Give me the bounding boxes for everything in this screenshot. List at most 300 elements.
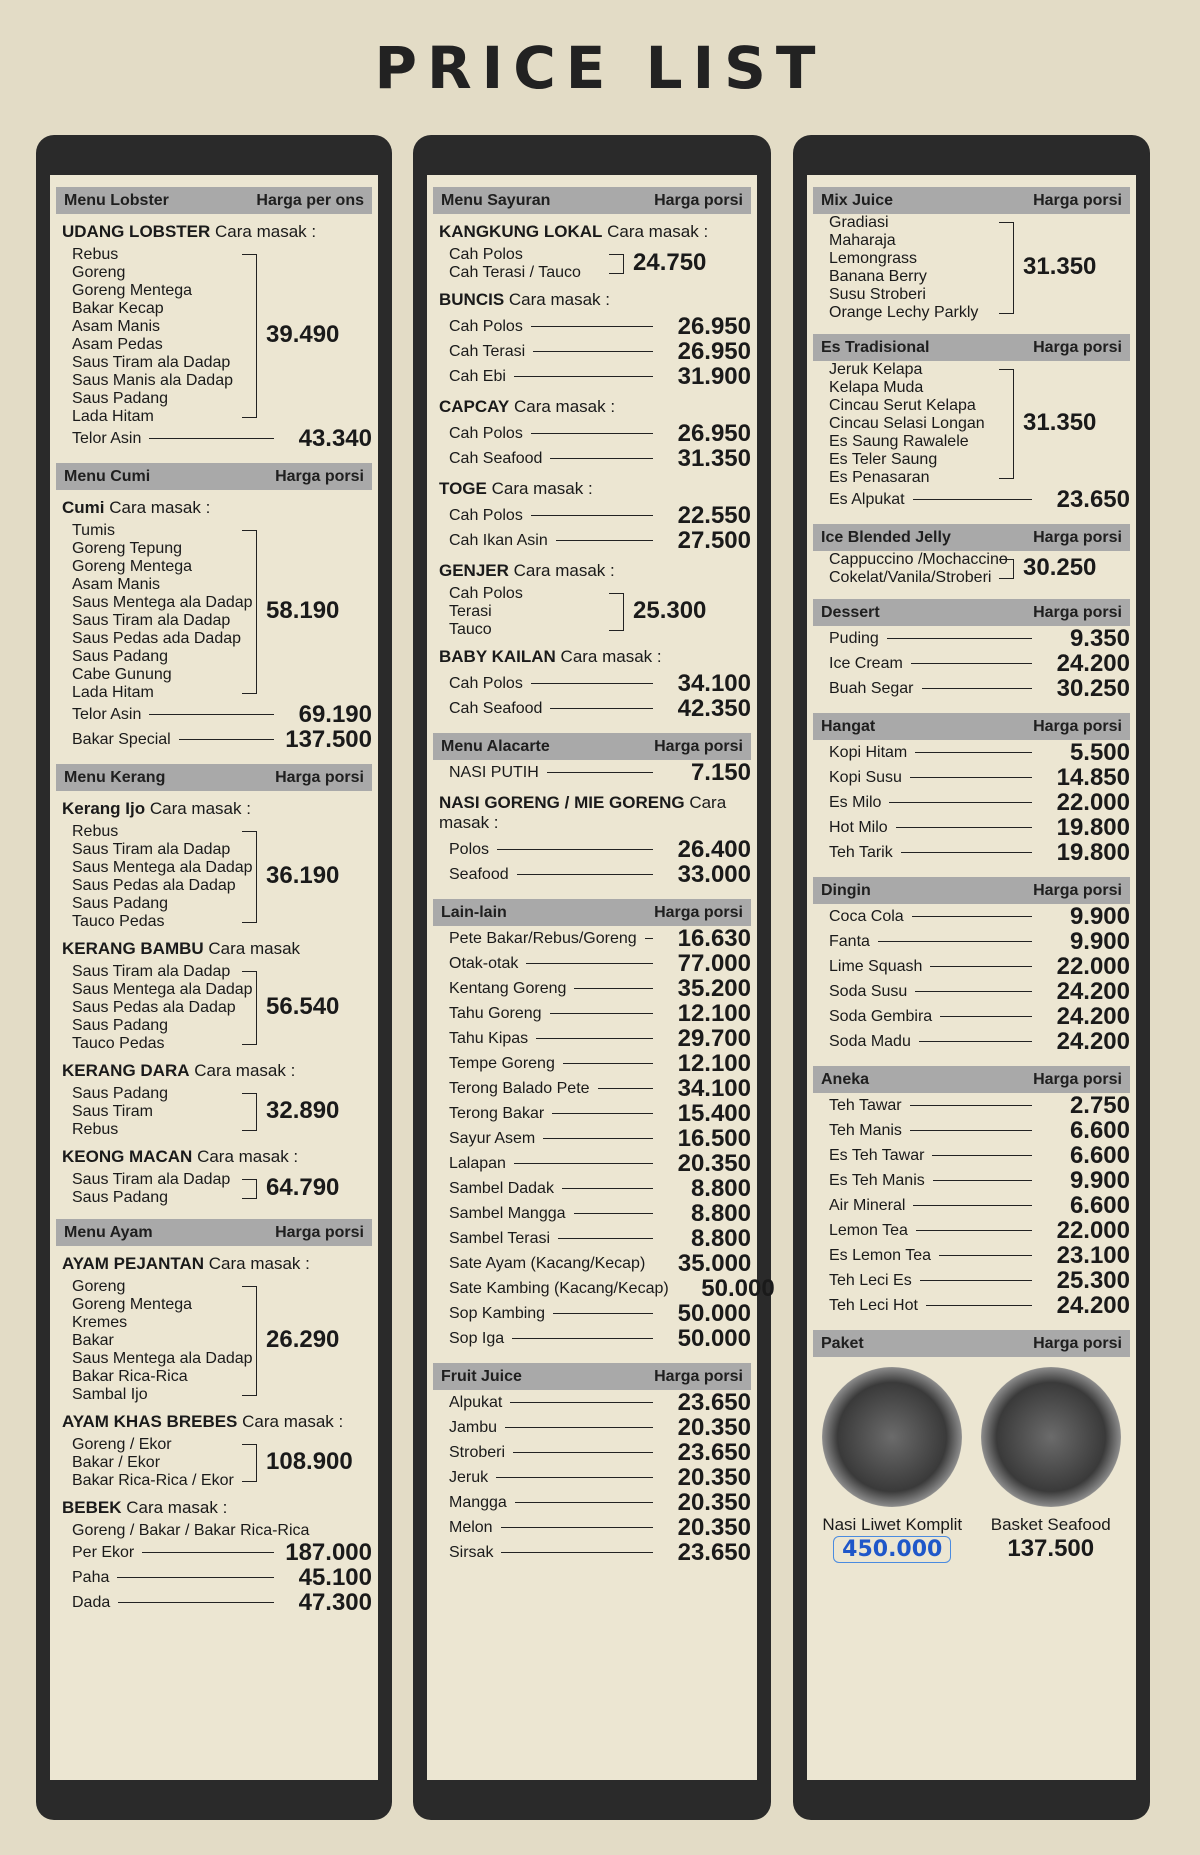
dish-name: BABY KAILAN xyxy=(439,647,556,666)
price-group xyxy=(72,246,372,426)
item-price: 24.200 xyxy=(1056,1027,1130,1055)
leader-line xyxy=(496,1477,653,1478)
leader-line xyxy=(878,941,1032,942)
menu-item: Asam Pedas xyxy=(72,336,163,353)
item-price: 20.350 xyxy=(677,1488,751,1516)
item-price: 20.350 xyxy=(677,1463,751,1491)
item-price: 6.600 xyxy=(1069,1191,1130,1219)
leader-line xyxy=(531,683,653,684)
cooking-note: Cara masak : xyxy=(508,561,615,580)
page-title: PRICE LIST xyxy=(374,34,826,102)
menu-item: Es Teler Saung xyxy=(829,451,938,468)
menu-item: Saus Mentega ala Dadap xyxy=(72,981,253,998)
price-row xyxy=(449,671,751,696)
price-row xyxy=(449,1540,751,1565)
section-price-label: Harga porsi xyxy=(1033,1334,1122,1352)
item-price: 24.200 xyxy=(1056,1291,1130,1319)
section-title: Aneka xyxy=(821,1070,870,1088)
section-title: Mix Juice xyxy=(821,191,894,209)
item-price: 30.250 xyxy=(1056,674,1130,702)
item-price: 12.100 xyxy=(677,1049,751,1077)
menu-section xyxy=(813,877,1130,1054)
item-name: Seafood xyxy=(449,865,509,883)
item-price: 50.000 xyxy=(701,1274,775,1302)
item-price: 19.800 xyxy=(1056,813,1130,841)
price-row xyxy=(449,1415,751,1440)
leader-line xyxy=(563,1063,653,1064)
cooking-note: Cara masak : xyxy=(237,1412,344,1431)
item-price: 23.650 xyxy=(677,1388,751,1416)
cooking-method-title xyxy=(62,222,372,242)
item-name: Lime Squash xyxy=(829,957,923,975)
leader-line xyxy=(117,1577,274,1578)
group-bracket xyxy=(242,831,257,923)
item-price: 47.300 xyxy=(298,1588,372,1616)
item-price: 137.500 xyxy=(285,725,372,753)
leader-line xyxy=(910,1105,1032,1106)
cooking-method-title xyxy=(439,222,751,242)
item-price: 25.300 xyxy=(1056,1266,1130,1294)
price-row xyxy=(449,1326,751,1351)
menu-item: Cokelat/Vanila/Stroberi xyxy=(829,569,992,586)
menu-item: Cah Terasi / Tauco xyxy=(449,264,581,281)
item-price: 33.000 xyxy=(677,860,751,888)
menu-item: Tauco Pedas xyxy=(72,913,165,930)
leader-line xyxy=(913,1205,1032,1206)
section-header xyxy=(433,733,751,760)
cooking-method-title xyxy=(439,793,751,833)
leader-line xyxy=(645,938,653,939)
cooking-note: Cara masak : xyxy=(145,799,251,818)
price-row xyxy=(829,1193,1130,1218)
column-3 xyxy=(793,135,1150,1820)
group-price: 24.750 xyxy=(633,249,707,276)
menu-item: Susu Stroberi xyxy=(829,286,926,303)
section-title: Menu Kerang xyxy=(64,768,166,786)
item-price: 22.000 xyxy=(1056,952,1130,980)
item-name: Tahu Goreng xyxy=(449,1004,542,1022)
section-header xyxy=(813,524,1130,551)
menu-item: Es Penasaran xyxy=(829,469,930,486)
price-group xyxy=(449,246,751,282)
cooking-note: Cara masak : xyxy=(504,290,610,309)
group-bracket xyxy=(242,1444,257,1482)
leader-line xyxy=(543,1138,653,1139)
leader-line xyxy=(598,1088,653,1089)
price-row xyxy=(449,421,751,446)
item-price: 35.000 xyxy=(677,1249,752,1277)
cooking-note: Cara masak : xyxy=(555,647,662,666)
cooking-method-title xyxy=(439,561,751,581)
menu-item: Saus Tiram ala Dadap xyxy=(72,841,231,858)
section-price-label: Harga porsi xyxy=(1033,1070,1122,1088)
item-price: 23.650 xyxy=(1056,485,1130,513)
cooking-note: Cara masak : xyxy=(192,1147,299,1166)
price-row xyxy=(449,1515,751,1540)
item-price: 45.100 xyxy=(298,1563,372,1591)
item-price: 7.150 xyxy=(690,758,751,786)
group-bracket xyxy=(999,369,1014,479)
menu-item: Lemongrass xyxy=(829,250,918,267)
group-bracket xyxy=(242,1179,257,1199)
menu-item: Lada Hitam xyxy=(72,684,154,701)
item-name: Pete Bakar/Rebus/Goreng xyxy=(449,929,637,947)
item-price: 69.190 xyxy=(298,700,372,728)
item-name: Soda Gembira xyxy=(829,1007,933,1025)
menu-item: Kremes xyxy=(72,1314,128,1331)
leader-line xyxy=(497,849,653,850)
section-header xyxy=(433,187,751,214)
price-group xyxy=(72,1278,372,1404)
price-row xyxy=(449,1490,751,1515)
menu-item: Saus Pedas ala Dadap xyxy=(72,999,236,1016)
paket-price xyxy=(817,1535,967,1563)
price-row xyxy=(449,1051,751,1076)
menu-item: Cah Polos xyxy=(449,246,523,263)
item-price: 9.900 xyxy=(1069,1166,1130,1194)
section-title: Menu Lobster xyxy=(64,191,169,209)
item-name: Dada xyxy=(72,1593,111,1611)
menu-item: Saus Mentega ala Dadap xyxy=(72,594,253,611)
item-name: Per Ekor xyxy=(72,1543,135,1561)
item-name: Jambu xyxy=(449,1418,498,1436)
menu-section xyxy=(433,1363,751,1565)
food-photo xyxy=(822,1367,962,1507)
menu-item: Saus Tiram ala Dadap xyxy=(72,354,231,371)
item-price: 23.650 xyxy=(677,1438,751,1466)
menu-item: Tauco xyxy=(449,621,492,638)
menu-item: Rebus xyxy=(72,1121,119,1138)
item-price: 29.700 xyxy=(677,1024,751,1052)
leader-line xyxy=(517,874,653,875)
group-price: 56.540 xyxy=(266,993,340,1020)
item-price: 2.750 xyxy=(1069,1091,1130,1119)
leader-line xyxy=(901,852,1032,853)
price-row xyxy=(449,1076,751,1101)
menu-section xyxy=(813,1066,1130,1318)
leader-line xyxy=(501,1527,653,1528)
menu-item: Sambal Ijo xyxy=(72,1386,148,1403)
section-title: Paket xyxy=(821,1334,864,1352)
item-price: 26.950 xyxy=(677,419,751,447)
dish-name: BEBEK xyxy=(62,1498,122,1517)
leader-line xyxy=(118,1602,274,1603)
item-name: Lalapan xyxy=(449,1154,506,1172)
item-name: Sirsak xyxy=(449,1543,494,1561)
section-header xyxy=(56,187,372,214)
item-price: 22.000 xyxy=(1056,1216,1130,1244)
menu-item: Asam Manis xyxy=(72,576,161,593)
dish-name: KEONG MACAN xyxy=(62,1147,193,1166)
cooking-note: Cara masak : xyxy=(189,1061,296,1080)
item-price: 22.000 xyxy=(1056,788,1130,816)
item-name: Soda Susu xyxy=(829,982,908,1000)
item-price: 5.500 xyxy=(1069,738,1130,766)
menu-item: Saus Pedas ada Dadap xyxy=(72,630,242,647)
item-name: Puding xyxy=(829,629,879,647)
item-name: Sate Ayam (Kacang/Kecap) xyxy=(449,1254,646,1272)
menu-section xyxy=(813,187,1130,322)
item-name: Bakar Special xyxy=(72,730,171,748)
group-price: 58.190 xyxy=(266,597,340,624)
dish-name: TOGE xyxy=(439,479,487,498)
group-price: 26.290 xyxy=(266,1326,340,1353)
menu-item: Cah Polos xyxy=(449,585,523,602)
item-price: 9.900 xyxy=(1069,902,1130,930)
menu-section xyxy=(813,524,1130,587)
item-price: 19.800 xyxy=(1056,838,1130,866)
section-price-label: Harga porsi xyxy=(654,1367,743,1385)
menu-section xyxy=(813,1330,1130,1563)
menu-item: Saus Manis ala Dadap xyxy=(72,372,233,389)
menu-item: Terasi xyxy=(449,603,492,620)
leader-line xyxy=(910,1130,1032,1131)
leader-line xyxy=(515,1502,653,1503)
dish-name: AYAM PEJANTAN xyxy=(62,1254,205,1273)
price-row xyxy=(72,1540,372,1565)
group-price: 30.250 xyxy=(1023,554,1097,581)
cooking-note: Cara masak : xyxy=(204,1254,310,1273)
price-row xyxy=(449,862,751,887)
leader-line xyxy=(536,1038,653,1039)
dish-name: Kerang Ijo xyxy=(62,799,146,818)
paket-name: Nasi Liwet Komplit xyxy=(822,1515,963,1534)
price-row xyxy=(829,815,1130,840)
section-header xyxy=(813,187,1130,214)
item-price: 26.950 xyxy=(677,337,751,365)
section-price-label: Harga porsi xyxy=(275,1223,364,1241)
group-bracket xyxy=(242,1093,257,1131)
cooking-note: Cara masak : xyxy=(509,397,616,416)
leader-line xyxy=(910,777,1032,778)
item-name: Sate Kambing (Kacang/Kecap) xyxy=(449,1279,669,1297)
column-2 xyxy=(413,135,775,1820)
section-header xyxy=(813,713,1130,740)
section-price-label: Harga porsi xyxy=(1033,881,1122,899)
menu-item: Kelapa Muda xyxy=(829,379,924,396)
item-price: 22.550 xyxy=(677,501,751,529)
item-price: 43.340 xyxy=(298,424,372,452)
cooking-method-title xyxy=(439,479,751,499)
price-row xyxy=(449,503,751,528)
item-name: Es Lemon Tea xyxy=(829,1246,931,1264)
item-name: Mangga xyxy=(449,1493,507,1511)
item-price: 77.000 xyxy=(677,949,751,977)
item-name: Sop Iga xyxy=(449,1329,505,1347)
menu-item: Bakar xyxy=(72,1332,114,1349)
group-price: 32.890 xyxy=(266,1097,340,1124)
leader-line xyxy=(149,714,274,715)
leader-line xyxy=(926,1305,1032,1306)
item-name: Sayur Asem xyxy=(449,1129,536,1147)
item-name: Telor Asin xyxy=(72,705,142,723)
menu-item: Goreng / Ekor xyxy=(72,1436,172,1453)
group-bracket xyxy=(609,254,624,274)
leader-line xyxy=(932,1155,1032,1156)
price-group xyxy=(72,522,372,702)
item-name: NASI PUTIH xyxy=(449,763,539,781)
menu-item: Orange Lechy Parkly xyxy=(829,304,979,321)
section-title: Dessert xyxy=(821,603,880,621)
menu-item: Saus Tiram ala Dadap xyxy=(72,963,231,980)
menu-item: Goreng Mentega xyxy=(72,282,193,299)
price-row xyxy=(829,1243,1130,1268)
section-header xyxy=(433,1363,751,1390)
item-name: Es Teh Manis xyxy=(829,1171,925,1189)
item-price: 14.850 xyxy=(1056,763,1130,791)
price-row xyxy=(72,727,372,752)
menu-item: Gradiasi xyxy=(829,214,889,231)
price-row xyxy=(449,314,751,339)
price-row xyxy=(72,1565,372,1590)
section-price-label: Harga porsi xyxy=(654,903,743,921)
section-price-label: Harga porsi xyxy=(275,467,364,485)
dish-name: AYAM KHAS BREBES xyxy=(62,1412,238,1431)
cooking-note: Cara masak : xyxy=(439,793,727,832)
item-name: Coca Cola xyxy=(829,907,904,925)
menu-item: Bakar Rica-Rica xyxy=(72,1368,188,1385)
menu-item: Tauco Pedas xyxy=(72,1035,165,1052)
group-price: 25.300 xyxy=(633,597,707,624)
leader-line xyxy=(940,1016,1032,1017)
section-price-label: Harga per ons xyxy=(256,191,364,209)
menu-item: Saus Padang xyxy=(72,390,169,407)
item-name: Paha xyxy=(72,1568,110,1586)
item-name: Cah Polos xyxy=(449,424,523,442)
price-row xyxy=(829,1143,1130,1168)
price-row xyxy=(449,1274,775,1302)
leader-line xyxy=(922,688,1032,689)
item-name: Sambel Mangga xyxy=(449,1204,566,1222)
item-price: 16.500 xyxy=(677,1124,751,1152)
leader-line xyxy=(149,438,274,439)
group-bracket xyxy=(999,559,1014,579)
section-price-label: Harga porsi xyxy=(275,768,364,786)
price-group xyxy=(72,823,372,931)
menu-section xyxy=(433,733,751,887)
section-header xyxy=(433,899,751,926)
price-row xyxy=(829,1268,1130,1293)
menu-item: Saus Padang xyxy=(72,1017,169,1034)
item-price: 6.600 xyxy=(1069,1141,1130,1169)
group-price: 39.490 xyxy=(266,321,340,348)
leader-line xyxy=(533,351,653,352)
leader-line xyxy=(550,1013,653,1014)
leader-line xyxy=(514,1163,653,1164)
item-price: 20.350 xyxy=(677,1413,751,1441)
price-group xyxy=(829,551,1130,587)
price-row xyxy=(449,696,751,721)
dish-name: GENJER xyxy=(439,561,509,580)
leader-line xyxy=(553,1313,653,1314)
leader-line xyxy=(510,1402,653,1403)
price-row xyxy=(449,1176,751,1201)
item-name: Teh Manis xyxy=(829,1121,902,1139)
section-price-label: Harga porsi xyxy=(1033,717,1122,735)
item-name: Hot Milo xyxy=(829,818,888,836)
dish-name: NASI GORENG / MIE GORENG xyxy=(439,793,685,812)
menu-item: Asam Manis xyxy=(72,318,161,335)
item-name: Polos xyxy=(449,840,490,858)
leader-line xyxy=(142,1552,274,1553)
leader-line xyxy=(939,1255,1032,1256)
menu-section xyxy=(433,187,751,721)
price-row xyxy=(449,837,751,862)
price-row xyxy=(829,954,1130,979)
price-row xyxy=(829,1218,1130,1243)
section-header xyxy=(56,463,372,490)
group-price: 108.900 xyxy=(266,1448,353,1475)
item-price: 24.200 xyxy=(1056,1002,1130,1030)
leader-line xyxy=(911,663,1032,664)
cooking-method-title xyxy=(62,1254,372,1274)
price-row xyxy=(829,676,1130,701)
leader-line xyxy=(531,433,653,434)
item-price: 15.400 xyxy=(677,1099,751,1127)
item-price: 9.900 xyxy=(1069,927,1130,955)
leader-line xyxy=(913,499,1032,500)
menu-item: Saus Padang xyxy=(72,1085,169,1102)
leader-line xyxy=(912,916,1032,917)
menu-item: Es Saung Rawalele xyxy=(829,433,969,450)
cooking-note: Cara masak : xyxy=(602,222,709,241)
leader-line xyxy=(179,739,274,740)
dish-name: BUNCIS xyxy=(439,290,505,309)
item-price: 23.100 xyxy=(1056,1241,1130,1269)
menu-item: Saus Tiram ala Dadap xyxy=(72,612,231,629)
price-row xyxy=(829,840,1130,865)
price-row xyxy=(449,1390,751,1415)
menu-item: Bakar Rica-Rica / Ekor xyxy=(72,1472,234,1489)
price-row xyxy=(449,446,751,471)
price-row xyxy=(829,1093,1130,1118)
menu-item: Banana Berry xyxy=(829,268,927,285)
menu-item: Saus Tiram ala Dadap xyxy=(72,1171,231,1188)
item-name: Soda Madu xyxy=(829,1032,911,1050)
menu-item: Bakar / Ekor xyxy=(72,1454,161,1471)
price-row xyxy=(449,364,751,389)
menu-item: Rebus xyxy=(72,823,119,840)
section-title: Hangat xyxy=(821,717,876,735)
food-photo xyxy=(981,1367,1121,1507)
section-header xyxy=(813,599,1130,626)
item-name: Fanta xyxy=(829,932,870,950)
menu-item: Goreng Tepung xyxy=(72,540,183,557)
item-price: 26.950 xyxy=(677,312,751,340)
price-row xyxy=(449,1201,751,1226)
menu-item: Cabe Gunung xyxy=(72,666,172,683)
price-row xyxy=(449,1301,751,1326)
price-row xyxy=(72,1590,372,1615)
item-name: Tahu Kipas xyxy=(449,1029,529,1047)
group-bracket xyxy=(609,593,624,631)
menu-item: Rebus xyxy=(72,246,119,263)
cooking-note: Cara masak xyxy=(203,939,301,958)
item-price: 34.100 xyxy=(677,669,751,697)
price-group xyxy=(72,963,372,1053)
item-price: 6.600 xyxy=(1069,1116,1130,1144)
item-name: Teh Tarik xyxy=(829,843,893,861)
section-price-label: Harga porsi xyxy=(654,191,743,209)
item-price: 42.350 xyxy=(677,694,751,722)
price-row xyxy=(829,1004,1130,1029)
leader-line xyxy=(930,966,1032,967)
menu-item: Goreng Mentega xyxy=(72,1296,193,1313)
handwritten-price: 450.000 xyxy=(833,1536,951,1563)
item-name: Terong Balado Pete xyxy=(449,1079,590,1097)
section-header xyxy=(56,764,372,791)
cooking-method-title xyxy=(439,290,751,310)
